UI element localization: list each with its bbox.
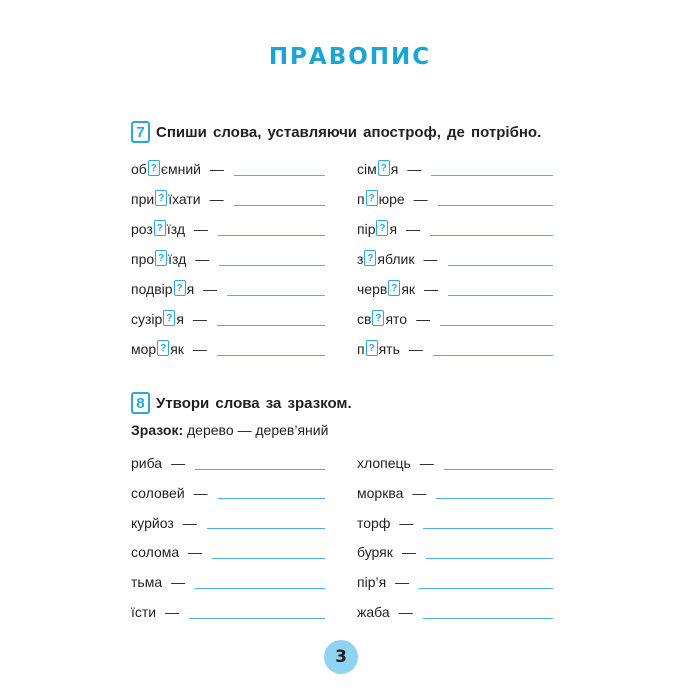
word-part: про — [131, 251, 155, 267]
word: морква — [357, 484, 404, 501]
word-part: я — [176, 311, 184, 327]
word-part: ять — [378, 341, 400, 357]
apostrophe-gap-box: ? — [174, 280, 186, 296]
answer-line[interactable] — [423, 618, 553, 619]
word-part: п — [357, 341, 365, 357]
answer-line[interactable] — [207, 528, 325, 529]
word-part: як — [401, 281, 416, 297]
dash: — — [416, 311, 431, 327]
dash: — — [424, 281, 439, 297]
word-part: роз — [131, 221, 153, 237]
task-7-item — [357, 189, 553, 209]
answer-line[interactable] — [234, 205, 325, 206]
dash: — — [395, 574, 410, 591]
task-8-item — [357, 572, 553, 592]
answer-line[interactable] — [433, 355, 553, 356]
word-part: сім — [357, 161, 377, 177]
dash: — — [209, 191, 224, 207]
answer-line[interactable] — [212, 558, 325, 559]
answer-line[interactable] — [436, 498, 553, 499]
word-part: пір — [357, 221, 376, 237]
answer-line[interactable] — [189, 618, 325, 619]
dash: — — [408, 341, 423, 357]
task-8-item — [357, 513, 553, 533]
answer-line[interactable] — [218, 498, 325, 499]
dash: — — [188, 544, 203, 561]
task-7-item — [357, 219, 553, 239]
task-7-item — [357, 159, 553, 179]
dash: — — [399, 514, 414, 531]
answer-line[interactable] — [227, 295, 325, 296]
word-part: мор — [131, 341, 157, 357]
word-part: об — [131, 161, 147, 177]
dash: — — [401, 544, 416, 561]
answer-line[interactable] — [440, 325, 553, 326]
word: хлопець — [357, 455, 411, 471]
word-part: св — [357, 311, 372, 327]
apostrophe-gap-box: ? — [366, 190, 378, 206]
answer-line[interactable] — [448, 295, 553, 296]
task-7-item — [131, 339, 325, 359]
dash: — — [412, 484, 427, 501]
answer-line[interactable] — [195, 469, 325, 470]
word-part: їзд — [166, 221, 186, 237]
dash: — — [194, 221, 209, 237]
sample-text: дерево — дерев’яний — [187, 422, 329, 438]
apostrophe-gap-box: ? — [378, 160, 390, 176]
apostrophe-gap-box: ? — [157, 340, 169, 356]
task-7-item — [131, 189, 325, 209]
word-part: подвір — [131, 281, 173, 297]
task-8-item — [357, 602, 553, 622]
answer-line[interactable] — [219, 265, 325, 266]
task-8-item — [131, 572, 325, 592]
dash: — — [192, 311, 207, 327]
answer-line[interactable] — [431, 175, 553, 176]
word-part: яблик — [377, 251, 415, 267]
word-part: п — [357, 191, 365, 207]
answer-line[interactable] — [234, 175, 325, 176]
answer-line[interactable] — [438, 205, 553, 206]
dash: — — [406, 221, 421, 237]
word: буряк — [357, 544, 393, 561]
apostrophe-gap-box: ? — [376, 220, 388, 236]
dash: — — [165, 604, 180, 620]
task-7-item — [131, 219, 325, 239]
word-part: їзд — [168, 251, 187, 267]
task-7-item — [357, 339, 553, 359]
page-number: 3 — [324, 640, 358, 674]
word: жаба — [357, 604, 390, 620]
word: їсти — [131, 604, 157, 620]
page-title: ПРАВОПИС — [268, 44, 432, 70]
word: тьма — [131, 574, 163, 591]
answer-line[interactable] — [217, 355, 325, 356]
word: курйоз — [131, 514, 174, 531]
word: торф — [357, 514, 391, 531]
apostrophe-gap-box: ? — [163, 310, 175, 326]
dash: — — [398, 604, 413, 620]
dash: — — [209, 161, 224, 177]
sample-label: Зразок: — [131, 422, 184, 438]
task-8-item — [131, 513, 325, 533]
apostrophe-gap-box: ? — [364, 250, 376, 266]
apostrophe-gap-box: ? — [154, 220, 166, 236]
answer-line[interactable] — [195, 588, 325, 589]
task-8-item — [131, 453, 325, 473]
task-7-number: 7 — [131, 121, 150, 143]
word: риба — [131, 455, 163, 471]
answer-line[interactable] — [423, 528, 553, 529]
task-7-item — [131, 159, 325, 179]
word-part: їхати — [168, 191, 201, 207]
word-part: я — [390, 161, 399, 177]
task-8-heading — [131, 392, 352, 414]
task-7-item — [357, 309, 553, 329]
dash: — — [419, 455, 434, 471]
dash: — — [423, 251, 438, 267]
task-7-heading — [131, 121, 541, 143]
apostrophe-gap-box: ? — [155, 250, 167, 266]
word: соловей — [131, 484, 185, 501]
word-part: юре — [378, 191, 405, 207]
word-part: ємний — [160, 161, 201, 177]
apostrophe-gap-box: ? — [388, 280, 400, 296]
task-8-item — [357, 483, 553, 503]
dash: — — [192, 341, 207, 357]
word-part: ято — [385, 311, 408, 327]
answer-line[interactable] — [444, 469, 553, 470]
task-8-instruction: Утвори слова за зразком. — [156, 394, 352, 412]
dash: — — [203, 281, 218, 297]
word-part: я — [389, 221, 398, 237]
apostrophe-gap-box: ? — [155, 190, 167, 206]
task-7-item — [131, 249, 325, 269]
word: пір’я — [357, 574, 387, 591]
dash: — — [193, 484, 208, 501]
apostrophe-gap-box: ? — [366, 340, 378, 356]
word: солома — [131, 544, 180, 561]
answer-line[interactable] — [218, 235, 325, 236]
apostrophe-gap-box: ? — [148, 160, 160, 176]
answer-line[interactable] — [217, 325, 325, 326]
task-7-item — [131, 309, 325, 329]
dash: — — [182, 514, 197, 531]
apostrophe-gap-box: ? — [372, 310, 384, 326]
task-7-item — [357, 249, 553, 269]
answer-line[interactable] — [426, 558, 553, 559]
task-8-item — [131, 602, 325, 622]
task-7-item — [357, 279, 553, 299]
task-8-sample — [131, 422, 328, 438]
answer-line[interactable] — [448, 265, 553, 266]
task-7-item — [131, 279, 325, 299]
word-part: з — [357, 251, 364, 267]
dash: — — [413, 191, 428, 207]
word-part: як — [170, 341, 184, 357]
task-8-item — [357, 453, 553, 473]
answer-line[interactable] — [430, 235, 553, 236]
word-part: черв — [357, 281, 388, 297]
word-part: при — [131, 191, 155, 207]
task-7-instruction: Спиши слова, уставляючи апостроф, де потрібно. — [156, 123, 542, 141]
dash: — — [407, 161, 422, 177]
answer-line[interactable] — [419, 588, 553, 589]
dash: — — [171, 455, 186, 471]
task-8-item — [131, 542, 325, 562]
task-8-item — [131, 483, 325, 503]
dash: — — [195, 251, 210, 267]
word-part: я — [186, 281, 195, 297]
task-8-item — [357, 542, 553, 562]
dash: — — [171, 574, 186, 591]
word-part: сузір — [131, 311, 163, 327]
task-8-number: 8 — [131, 392, 150, 414]
